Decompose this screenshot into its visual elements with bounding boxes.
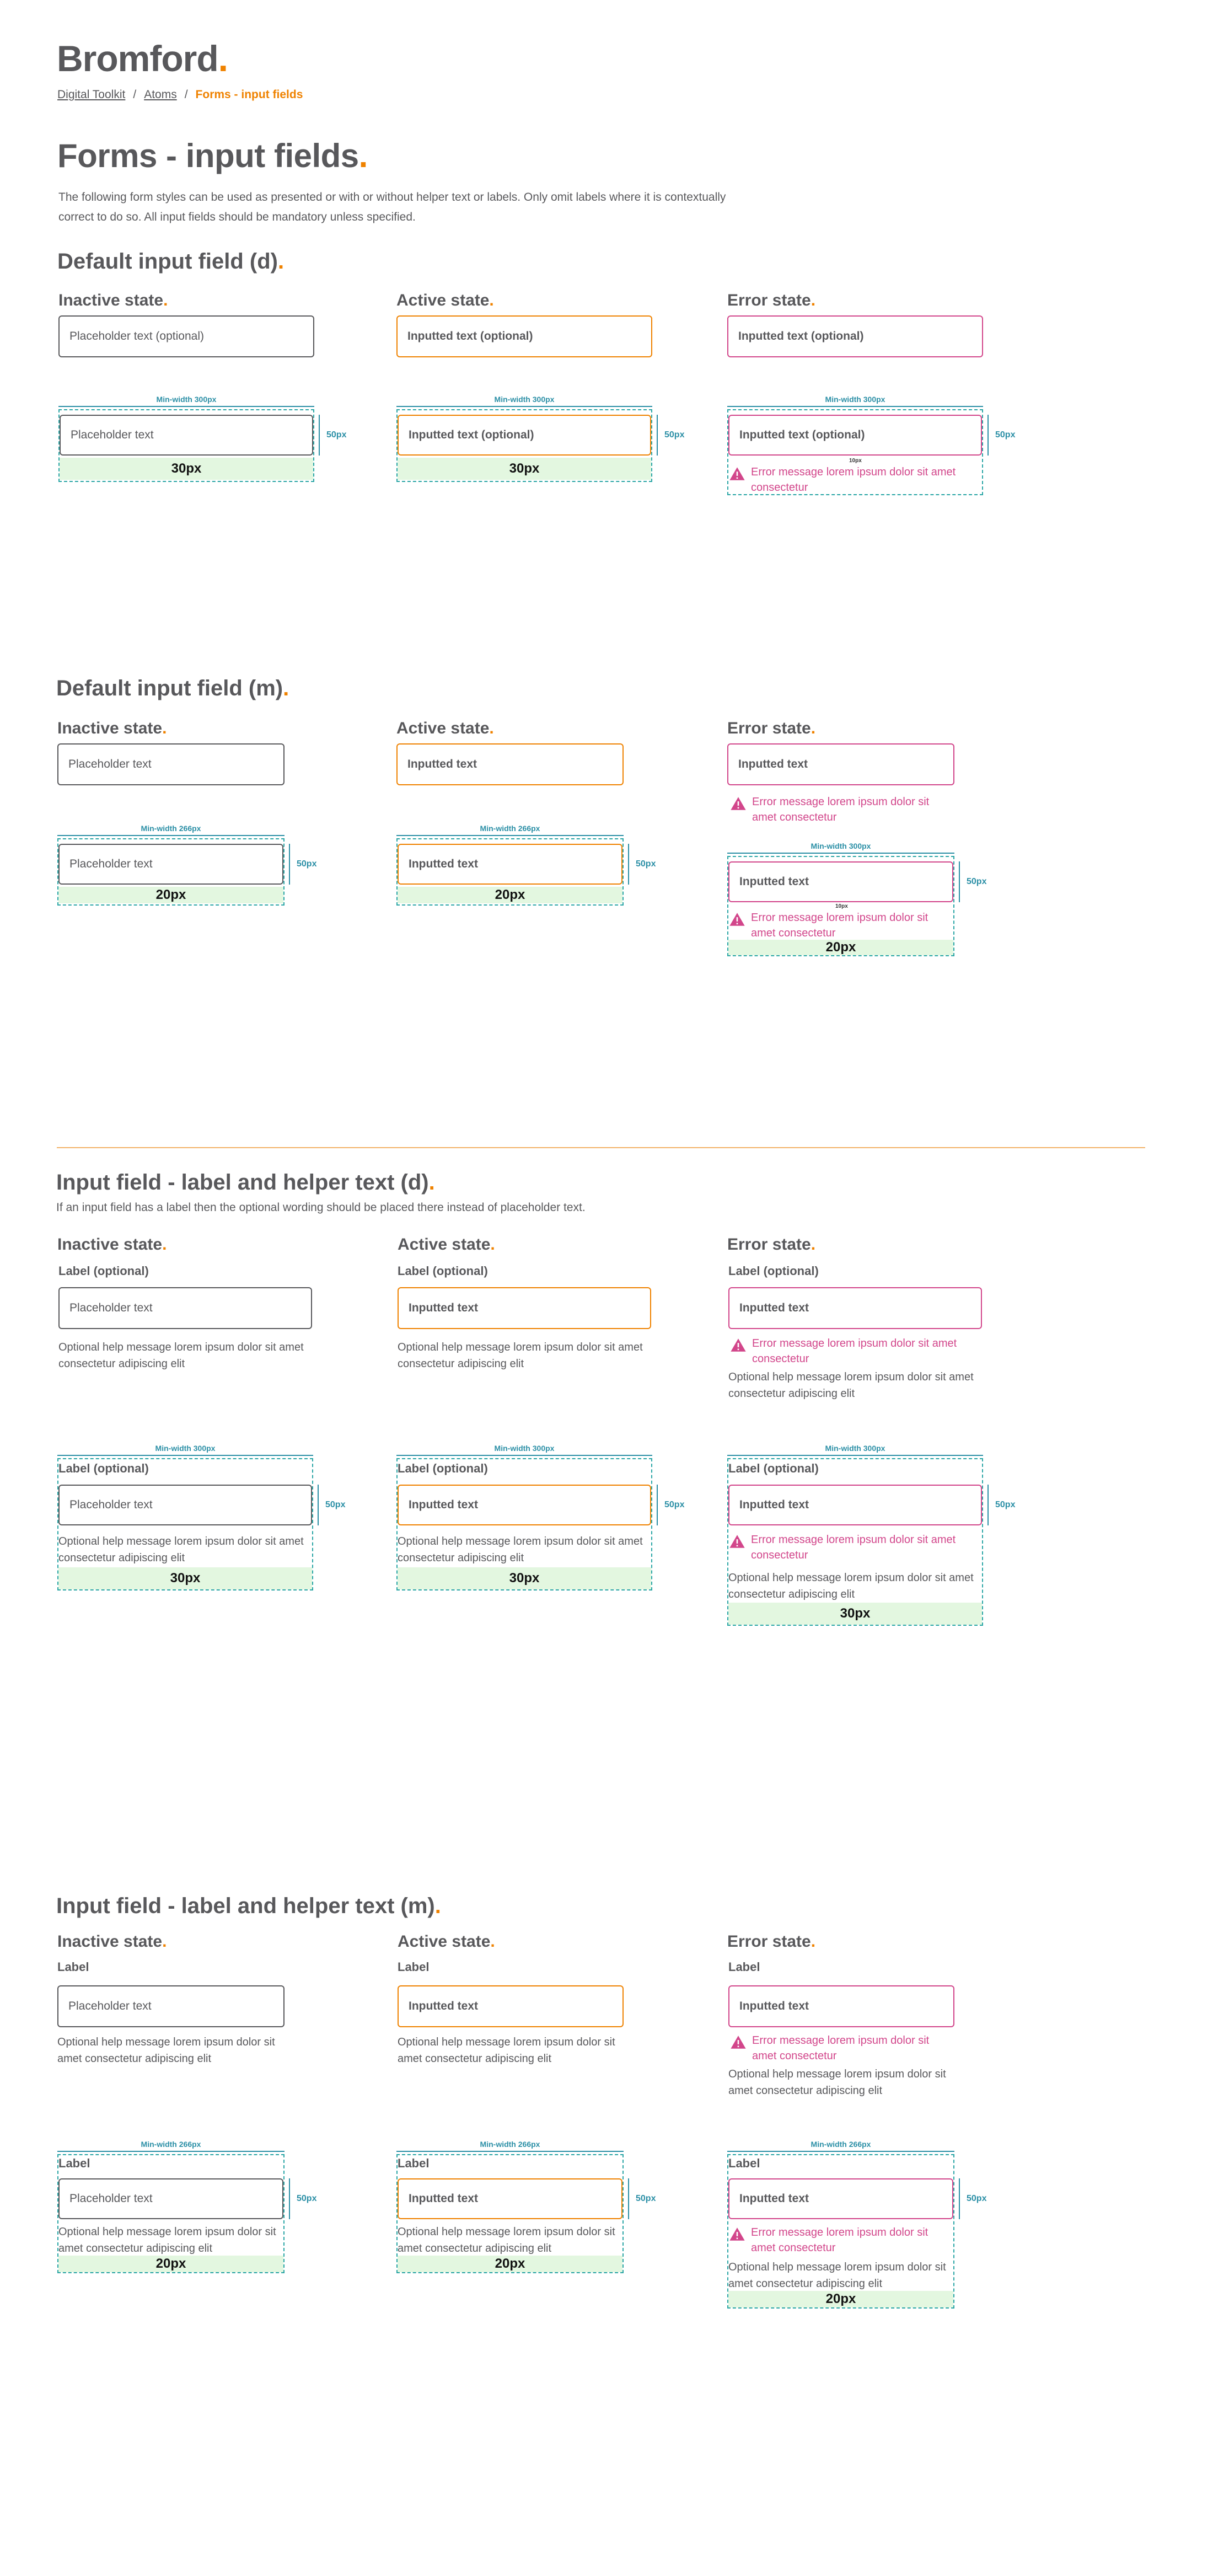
input-error[interactable]: Inputted text (optional) bbox=[727, 315, 983, 357]
field-label: Label (optional) bbox=[728, 1264, 819, 1278]
warning-icon bbox=[729, 2227, 745, 2241]
height-label: 50px bbox=[297, 2194, 317, 2203]
input-inactive[interactable]: Placeholder text (optional) bbox=[58, 315, 314, 357]
min-width-line bbox=[396, 835, 624, 836]
spec-helper: Optional help message lorem ipsum dolor sit amet consectetur adipiscing elit bbox=[58, 1535, 304, 1564]
helper-text: Optional help message lorem ipsum dolor sit amet consectetur adipiscing elit bbox=[728, 2068, 946, 2097]
section-title: Default input field (d). bbox=[57, 249, 285, 274]
height-line bbox=[289, 2178, 290, 2219]
spec-label: Label bbox=[398, 2156, 430, 2170]
margin-indicator: 30px bbox=[728, 1603, 982, 1625]
spec-label: Label (optional) bbox=[58, 1461, 149, 1475]
state-heading: Active state. bbox=[396, 291, 494, 309]
min-width-label: Min-width 300px bbox=[811, 842, 871, 850]
section-divider bbox=[57, 1147, 1145, 1148]
spec-helper: Optional help message lorem ipsum dolor sit amet consectetur adipiscing elit bbox=[58, 2226, 276, 2254]
spec-input-active: Inputted text (optional) bbox=[398, 415, 651, 456]
spec-input-error: Inputted text bbox=[728, 1485, 982, 1525]
warning-icon bbox=[729, 912, 745, 926]
margin-indicator: 20px bbox=[728, 940, 953, 955]
error-message: Error message lorem ipsum dolor sit amet consectetur bbox=[730, 794, 951, 825]
margin-indicator: 20px bbox=[58, 2256, 283, 2272]
height-line bbox=[628, 2178, 629, 2219]
state-heading: Active state. bbox=[398, 1235, 495, 1254]
height-line bbox=[657, 1485, 658, 1525]
spec-label: Label (optional) bbox=[728, 1461, 819, 1475]
min-width-line bbox=[727, 2151, 954, 2152]
min-width-line bbox=[396, 2151, 624, 2152]
state-heading: Error state. bbox=[727, 719, 816, 737]
field-label: Label (optional) bbox=[58, 1264, 149, 1278]
state-heading: Inactive state. bbox=[57, 1235, 167, 1254]
margin-indicator: 20px bbox=[58, 887, 283, 903]
input-active[interactable]: Inputted text bbox=[396, 743, 624, 785]
min-width-label: Min-width 300px bbox=[825, 1444, 885, 1453]
spec-input-active: Inputted text bbox=[398, 2178, 622, 2219]
margin-indicator: 30px bbox=[58, 1567, 312, 1589]
input-inactive[interactable]: Placeholder text bbox=[57, 743, 285, 785]
height-line bbox=[959, 861, 960, 902]
state-heading: Inactive state. bbox=[58, 291, 168, 309]
input-active[interactable]: Inputted text bbox=[398, 1287, 651, 1329]
bromford-logo[interactable]: Bromford. bbox=[57, 38, 228, 79]
margin-indicator: 30px bbox=[398, 1567, 651, 1589]
height-line bbox=[319, 415, 320, 456]
height-label: 50px bbox=[325, 1500, 346, 1509]
margin-indicator: 30px bbox=[398, 458, 651, 480]
spec-helper: Optional help message lorem ipsum dolor sit amet consectetur adipiscing elit bbox=[728, 1572, 974, 1600]
height-line bbox=[987, 1485, 989, 1525]
min-width-label: Min-width 300px bbox=[494, 395, 555, 404]
height-line bbox=[318, 1485, 319, 1525]
margin-indicator: 20px bbox=[398, 2256, 622, 2272]
height-label: 50px bbox=[995, 1500, 1016, 1509]
state-heading: Error state. bbox=[727, 1932, 816, 1951]
page-intro: The following form styles can be used as presented or with or without helper text or labels. Only omit labels where it is contextually correct to do so. All input fields should be mandatory unless specified. bbox=[58, 191, 726, 223]
spec-helper: Optional help message lorem ipsum dolor sit amet consectetur adipiscing elit bbox=[398, 1535, 643, 1564]
helper-text: Optional help message lorem ipsum dolor sit amet consectetur adipiscing elit bbox=[398, 1341, 643, 1370]
spec-input-inactive: Placeholder text bbox=[58, 844, 283, 885]
spacing-label: 10px bbox=[835, 903, 848, 909]
input-error[interactable]: Inputted text bbox=[728, 1985, 954, 2027]
breadcrumb-digital-toolkit[interactable]: Digital Toolkit bbox=[57, 88, 126, 101]
height-line bbox=[959, 2178, 960, 2219]
min-width-label: Min-width 266px bbox=[811, 2140, 871, 2149]
spec-input-error: Inputted text (optional) bbox=[728, 415, 982, 456]
height-line bbox=[987, 415, 989, 456]
height-label: 50px bbox=[664, 1500, 685, 1509]
helper-text: Optional help message lorem ipsum dolor sit amet consectetur adipiscing elit bbox=[398, 2036, 615, 2065]
section-title: Input field - label and helper text (d). bbox=[56, 1170, 435, 1195]
height-label: 50px bbox=[664, 430, 685, 440]
spec-label: Label bbox=[728, 2156, 760, 2170]
input-inactive[interactable]: Placeholder text bbox=[57, 1985, 285, 2027]
height-line bbox=[657, 415, 658, 456]
helper-text: Optional help message lorem ipsum dolor sit amet consectetur adipiscing elit bbox=[728, 1371, 974, 1400]
input-inactive[interactable]: Placeholder text bbox=[58, 1287, 312, 1329]
breadcrumb: Digital Toolkit / Atoms / Forms - input fields bbox=[57, 88, 303, 101]
warning-icon bbox=[729, 1534, 745, 1549]
spec-input-inactive: Placeholder text bbox=[58, 2178, 283, 2219]
breadcrumb-current: Forms - input fields bbox=[195, 88, 303, 101]
spacing-label: 10px bbox=[849, 458, 862, 464]
error-message: Error message lorem ipsum dolor sit amet consectetur bbox=[729, 464, 960, 495]
min-width-label: Min-width 266px bbox=[141, 2140, 201, 2149]
min-width-label: Min-width 300px bbox=[155, 1444, 216, 1453]
spec-input-inactive: Placeholder text bbox=[58, 1485, 312, 1525]
min-width-line bbox=[727, 406, 983, 407]
state-heading: Active state. bbox=[396, 719, 494, 737]
min-width-line bbox=[58, 406, 314, 407]
margin-indicator: 20px bbox=[728, 2291, 953, 2307]
state-heading: Active state. bbox=[398, 1932, 495, 1951]
error-message: Error message lorem ipsum dolor sit amet consectetur bbox=[729, 2225, 944, 2256]
spec-helper: Optional help message lorem ipsum dolor sit amet consectetur adipiscing elit bbox=[398, 2226, 615, 2254]
margin-indicator: 20px bbox=[398, 887, 622, 903]
spec-input-error: Inputted text bbox=[728, 861, 953, 902]
page-title: Forms - input fields. bbox=[57, 137, 368, 174]
helper-text: Optional help message lorem ipsum dolor sit amet consectetur adipiscing elit bbox=[57, 2036, 275, 2065]
field-label: Label (optional) bbox=[398, 1264, 488, 1278]
error-message: Error message lorem ipsum dolor sit amet consectetur bbox=[730, 2033, 951, 2064]
min-width-label: Min-width 300px bbox=[825, 395, 885, 404]
field-label: Label bbox=[398, 1960, 430, 1974]
spec-label: Label bbox=[58, 2156, 90, 2170]
error-message: Error message lorem ipsum dolor sit amet consectetur bbox=[729, 1532, 972, 1563]
min-width-label: Min-width 266px bbox=[480, 824, 540, 833]
input-active[interactable]: Inputted text bbox=[398, 1985, 624, 2027]
spec-input-error: Inputted text bbox=[728, 2178, 953, 2219]
state-heading: Error state. bbox=[727, 291, 816, 309]
spec-label: Label (optional) bbox=[398, 1461, 488, 1475]
error-message: Error message lorem ipsum dolor sit amet consectetur bbox=[729, 910, 944, 941]
spec-input-active: Inputted text bbox=[398, 844, 622, 885]
height-label: 50px bbox=[297, 859, 317, 869]
field-label: Label bbox=[57, 1960, 89, 1974]
margin-indicator: 30px bbox=[60, 458, 313, 480]
section-title: Input field - label and helper text (m). bbox=[56, 1894, 441, 1918]
input-active[interactable]: Inputted text (optional) bbox=[396, 315, 652, 357]
height-label: 50px bbox=[326, 430, 347, 440]
min-width-line bbox=[57, 1455, 313, 1456]
spec-input-active: Inputted text bbox=[398, 1485, 651, 1525]
height-line bbox=[289, 844, 290, 885]
input-error[interactable]: Inputted text bbox=[728, 1287, 982, 1329]
height-label: 50px bbox=[995, 430, 1016, 440]
min-width-line bbox=[57, 2151, 285, 2152]
min-width-line bbox=[727, 853, 954, 854]
warning-icon bbox=[730, 1338, 747, 1352]
helper-text: Optional help message lorem ipsum dolor sit amet consectetur adipiscing elit bbox=[58, 1341, 304, 1370]
min-width-label: Min-width 300px bbox=[494, 1444, 555, 1453]
warning-icon bbox=[729, 467, 745, 481]
error-message: Error message lorem ipsum dolor sit amet consectetur bbox=[730, 1336, 973, 1367]
input-error[interactable]: Inputted text bbox=[727, 743, 954, 785]
height-label: 50px bbox=[967, 2194, 987, 2203]
state-heading: Error state. bbox=[727, 1235, 816, 1254]
field-label: Label bbox=[728, 1960, 760, 1974]
spec-input-inactive: Placeholder text bbox=[60, 415, 313, 456]
min-width-label: Min-width 266px bbox=[480, 2140, 540, 2149]
warning-icon bbox=[730, 796, 747, 811]
section-title: Default input field (m). bbox=[56, 676, 289, 700]
height-line bbox=[628, 844, 629, 885]
spec-helper: Optional help message lorem ipsum dolor sit amet consectetur adipiscing elit bbox=[728, 2261, 946, 2290]
state-heading: Inactive state. bbox=[57, 1932, 167, 1951]
section-subtitle: If an input field has a label then the optional wording should be placed there instead of placeholder text. bbox=[56, 1201, 586, 1214]
state-heading: Inactive state. bbox=[57, 719, 167, 737]
min-width-line bbox=[727, 1455, 983, 1456]
breadcrumb-atoms[interactable]: Atoms bbox=[144, 88, 177, 101]
min-width-label: Min-width 300px bbox=[156, 395, 217, 404]
height-label: 50px bbox=[636, 859, 656, 869]
min-width-line bbox=[396, 406, 652, 407]
min-width-line bbox=[57, 835, 285, 836]
height-label: 50px bbox=[967, 877, 987, 886]
min-width-line bbox=[396, 1455, 652, 1456]
min-width-label: Min-width 266px bbox=[141, 824, 201, 833]
height-label: 50px bbox=[636, 2194, 656, 2203]
warning-icon bbox=[730, 2035, 747, 2049]
